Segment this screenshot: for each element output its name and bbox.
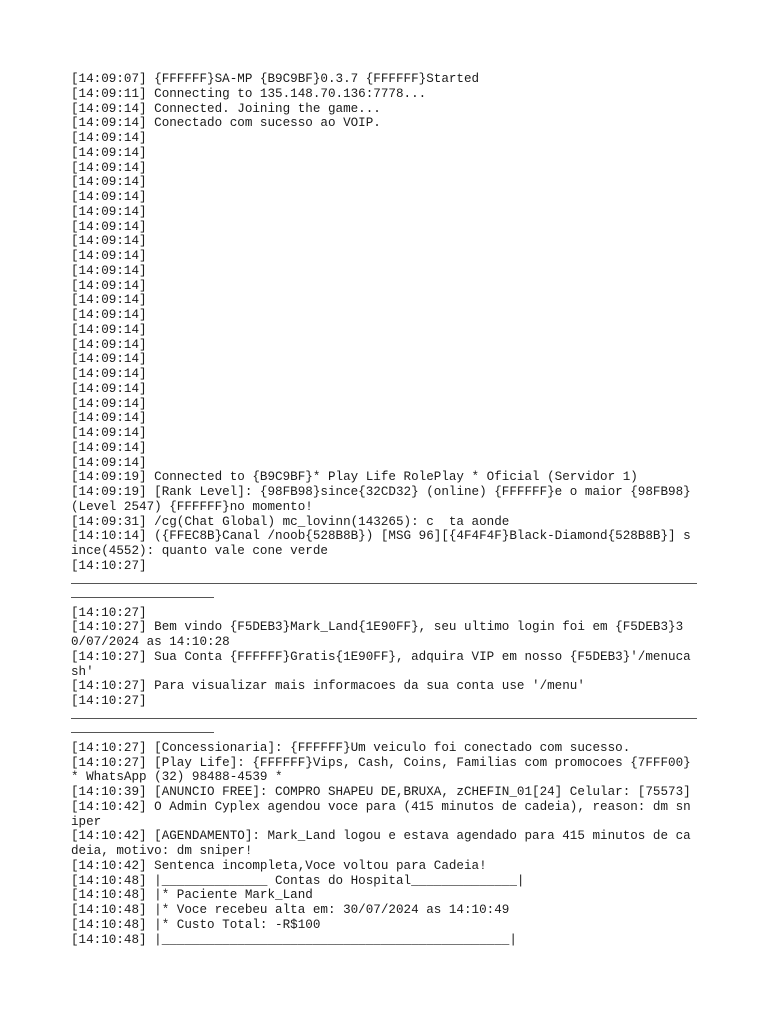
log-line: [14:09:11] Connecting to 135.148.70.136:7778... (71, 86, 427, 101)
separator-line (71, 718, 697, 719)
log-line: [14:09:14] (71, 204, 147, 219)
log-line: [14:09:14] (71, 234, 147, 249)
log-line: [14:09:14] (71, 131, 147, 145)
log-line: [14:09:14] (71, 396, 147, 411)
log-line: [14:10:27] (71, 605, 147, 620)
log-line: [14:09:14] (71, 145, 147, 160)
log-line: [14:09:14] (71, 308, 147, 322)
log-line: [14:09:31] /cg(Chat Global) mc_lovinn(143265): c ta aonde (71, 514, 510, 529)
log-line: [14:10:42] O Admin Cyplex agendou voce para (415 minutos de cadeia), reason: dm sniper (71, 799, 691, 829)
chat-log (71, 72, 711, 947)
log-line: [14:10:27] Sua Conta {FFFFFF}Gratis{1E90FF}, adquira VIP em nosso {F5DEB3}'/menucash' (71, 649, 691, 679)
log-block-welcome (71, 606, 711, 709)
log-line: [14:10:48] |* Paciente Mark_Land (71, 888, 313, 903)
log-line: [14:09:14] (71, 219, 147, 234)
log-line: [14:09:14] (71, 322, 147, 337)
log-line: [14:09:19] Connected to {B9C9BF}* Play Life RolePlay * Oficial (Servidor 1) (71, 470, 638, 485)
log-line: [14:09:14] (71, 411, 147, 426)
log-line: [14:10:27] (71, 694, 147, 708)
separator-line-short (71, 597, 214, 598)
log-line: [14:09:14] (71, 426, 147, 440)
log-line: [14:09:14] Conectado com sucesso ao VOIP. (71, 116, 381, 131)
log-line: [14:10:48] |* Custo Total: -R$100 (71, 917, 321, 932)
log-line: [14:10:48] |______________ Contas do Hospital______________| (71, 873, 525, 888)
log-line: [14:09:07] {FFFFFF}SA-MP {B9C9BF}0.3.7 {FFFFFF}Started (71, 72, 480, 86)
log-line: [14:10:48] |* Voce recebeu alta em: 30/07/2024 as 14:10:49 (71, 903, 510, 917)
log-line: [14:09:14] (71, 440, 147, 455)
log-line: [14:09:14] (71, 278, 147, 293)
separator-line (71, 583, 697, 584)
log-line: [14:10:27] Para visualizar mais informacoes da sua conta use '/menu' (71, 679, 585, 694)
log-line: [14:10:27] Bem vindo {F5DEB3}Mark_Land{1E90FF}, seu ultimo login foi em {F5DEB3}30/07/2024 as 14:10:28 (71, 620, 684, 649)
log-line: [14:09:14] (71, 352, 147, 367)
log-line: [14:10:27] [Play Life]: {FFFFFF}Vips, Cash, Coins, Familias com promocoes {7FFF00}* WhatsApp (32) 98488-4539 * (71, 755, 691, 785)
log-line: [14:10:27] [Concessionaria]: {FFFFFF}Um veiculo foi conectado com sucesso. (71, 740, 631, 755)
log-line: [14:09:14] (71, 381, 147, 396)
log-line: [14:09:14] (71, 263, 147, 278)
log-line: [14:10:42] [AGENDAMENTO]: Mark_Land logou e estava agendado para 415 minutos de cadeia, motivo: dm sniper! (71, 829, 691, 858)
log-line: [14:10:48] |______________________________________________| (71, 932, 517, 947)
log-line: [14:09:14] (71, 160, 147, 175)
log-line: [14:09:14] (71, 455, 147, 470)
log-line: [14:09:14] (71, 190, 147, 204)
log-block-connection (71, 72, 711, 574)
log-line: [14:10:27] (71, 558, 147, 573)
log-line: [14:10:39] [ANUNCIO FREE]: COMPRO SHAPEU DE,BRUXA, zCHEFIN_01[24] Celular: [75573] (71, 785, 691, 799)
separator-line-short (71, 732, 214, 733)
log-line: [14:09:14] (71, 249, 147, 263)
log-line: [14:09:14] (71, 367, 147, 381)
log-line: [14:09:14] (71, 337, 147, 352)
log-line: [14:09:19] [Rank Level]: {98FB98}since{32CD32} (online) {FFFFFF}e o maior {98FB98}(Level 2547) {FFFFFF}no momento! (71, 485, 691, 514)
log-line: [14:09:14] Connected. Joining the game... (71, 101, 381, 116)
log-line: [14:10:14] ({FFEC8B}Canal /noob{528B8B}) [MSG 96][{4F4F4F}Black-Diamond{528B8B}] since(4552): quanto vale cone verde (71, 529, 691, 558)
log-line: [14:10:42] Sentenca incompleta,Voce voltou para Cadeia! (71, 858, 487, 873)
log-line: [14:09:14] (71, 175, 147, 190)
log-block-events (71, 741, 711, 948)
log-line: [14:09:14] (71, 293, 147, 308)
